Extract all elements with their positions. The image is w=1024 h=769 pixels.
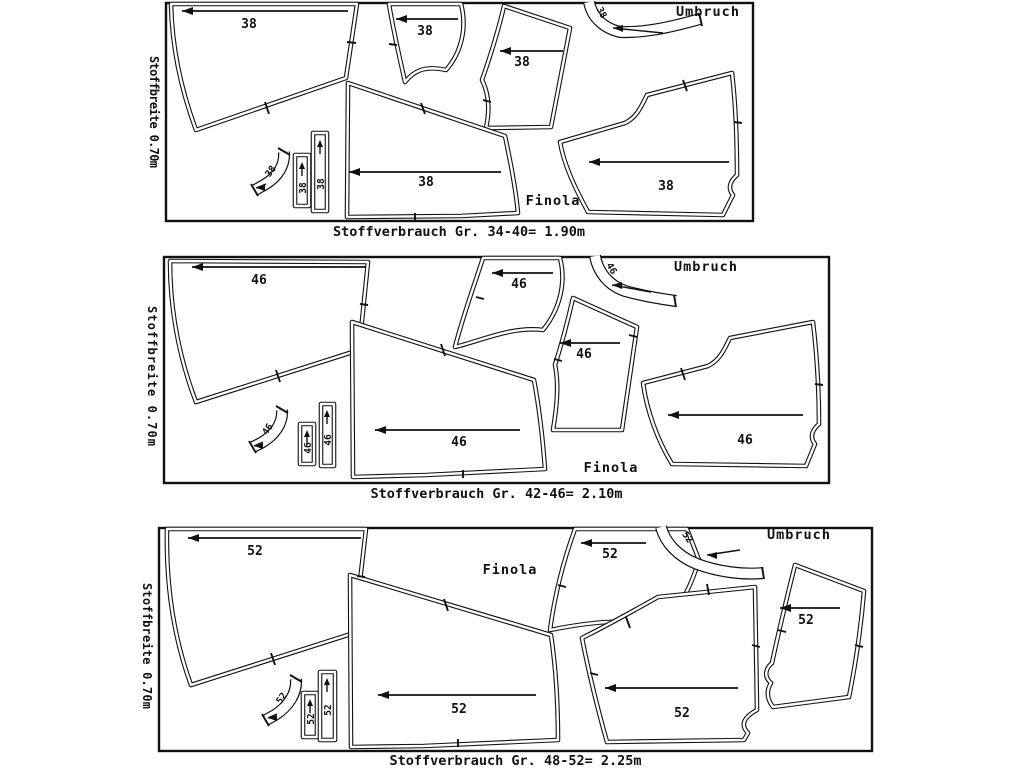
notch-tick	[389, 44, 397, 45]
size-label: 46	[451, 435, 467, 450]
fabric-width-label: Stoffbreite 0.70m	[140, 583, 154, 709]
fold-label: Umbruch	[767, 527, 831, 543]
size-label: 52	[274, 690, 290, 707]
size-label: 52	[798, 613, 814, 628]
cutting-layout-panel-size-52	[136, 527, 873, 752]
size-label: 38	[417, 24, 433, 39]
size-label: 38	[658, 179, 674, 194]
notch-tick	[357, 576, 365, 577]
size-label: 46	[251, 273, 267, 288]
size-label: 46	[303, 442, 314, 454]
size-label: 46	[737, 433, 753, 448]
size-label: 38	[418, 175, 434, 190]
cutting-layout-panel-size-38	[143, 2, 755, 224]
size-label: 52	[451, 702, 467, 717]
model-label: Finola	[583, 460, 639, 476]
size-label: 46	[603, 261, 619, 277]
fold-label: Umbruch	[676, 4, 740, 20]
size-label: 46	[576, 347, 592, 362]
model-label: Finola	[482, 562, 538, 578]
size-label: 38	[263, 163, 279, 180]
fabric-usage-caption: Stoffverbrauch Gr. 48-52= 2.25m	[389, 753, 642, 769]
model-label: Finola	[525, 193, 581, 209]
size-label: 52	[306, 713, 317, 725]
size-label: 52	[247, 544, 263, 559]
size-label: 38	[316, 178, 327, 190]
size-label: 46	[511, 277, 527, 292]
size-label: 52	[679, 529, 695, 546]
size-label: 46	[260, 421, 276, 438]
notch-tick	[360, 304, 368, 305]
notch-tick	[347, 42, 356, 43]
size-label: 52	[674, 706, 690, 721]
size-label: 52	[602, 547, 618, 562]
size-label: 38	[298, 182, 309, 194]
notch-tick	[815, 384, 823, 385]
notch-tick	[734, 122, 742, 123]
size-label: 46	[323, 434, 334, 446]
cutting-layout-panel-size-46	[141, 256, 830, 484]
fold-label: Umbruch	[674, 259, 738, 275]
size-label: 38	[514, 55, 530, 70]
size-label: 38	[593, 5, 609, 21]
fabric-width-label: Stoffbreite 0.70m	[145, 306, 159, 446]
fabric-usage-caption: Stoffverbrauch Gr. 42-46= 2.10m	[370, 486, 623, 502]
size-label: 52	[323, 704, 334, 716]
size-label: 38	[241, 17, 257, 32]
fabric-width-label: Stoffbreite 0.70m	[147, 56, 161, 168]
fabric-usage-caption: Stoffverbrauch Gr. 34-40= 1.90m	[333, 224, 585, 240]
